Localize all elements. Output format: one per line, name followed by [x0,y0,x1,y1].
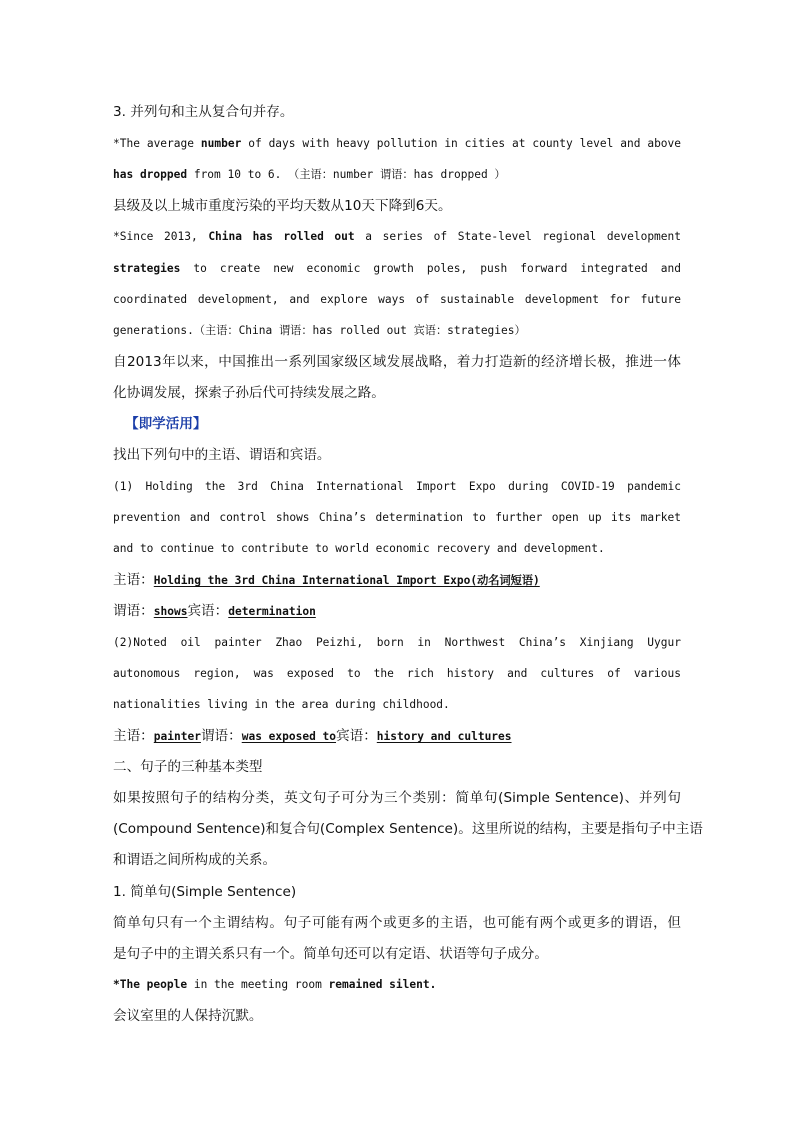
example-sentence-2-line-2: strategies to create new economic growth poles, push forward integrated and [113,262,681,275]
exercise-1-line-2: prevention and control shows China’s determination to further open up its market [113,511,681,524]
simple-sentence-desc-line-1: 简单句只有一个主谓结构。句子可能有两个或更多的主语，也可能有两个或更多的谓语，但 [113,915,681,931]
exercise-1-verb-object-answer: 谓语：shows宾语：determination [113,603,316,619]
paragraph-line-2: (Compound Sentence)和复合句(Complex Sentence)。这里所说的结构，主要是指句子中主语 [113,821,703,837]
exercise-2-line-2: autonomous region, was exposed to the rich history and cultures of various [113,667,681,680]
exercise-1-line-3: and to continue to contribute to world economic recovery and development. [113,542,605,555]
example-translation-1: 县级及以上城市重度污染的平均天数从10天下降到6天。 [113,198,452,214]
example-sentence-3: *The people in the meeting room remained silent. [113,978,437,991]
example-translation-2-line-1: 自2013年以来，中国推出一系列国家级区域发展战略，着力打造新的经济增长极，推进一体 [113,354,681,370]
example-sentence-1-line-2: has dropped from 10 to 6. （主语：number 谓语：has dropped ） [113,168,506,181]
example-sentence-2-line-1: *Since 2013, China has rolled out a series of State-level regional development [113,230,681,243]
section-heading-2: 二、句子的三种基本类型 [113,759,263,775]
paragraph-line-3: 和谓语之间所构成的关系。 [113,852,277,868]
exercise-1-subject-answer: 主语：Holding the 3rd China International Import Expo(动名词短语) [113,572,540,588]
exercise-2-line-1: (2)Noted oil painter Zhao Peizhi, born in Northwest China’s Xinjiang Uygur [113,636,681,649]
exercise-2-line-3: nationalities living in the area during childhood. [113,698,450,711]
example-sentence-2-line-3: coordinated development, and explore ways of sustainable development for future [113,293,681,306]
simple-sentence-desc-line-2: 是句子中的主谓关系只有一个。简单句还可以有定语、状语等句子成分。 [113,946,548,962]
subheading-simple-sentence: 1. 简单句(Simple Sentence) [113,884,297,900]
exercise-2-answer: 主语：painter谓语：was exposed to宾语：history and cultures [113,728,512,744]
exercise-1-line-1: (1) Holding the 3rd China International Import Expo during COVID-19 pandemic [113,480,681,493]
section-heading-3: 3. 并列句和主从复合句并存。 [113,104,294,120]
practice-instruction: 找出下列句中的主语、谓语和宾语。 [113,447,331,463]
practice-heading: 【即学活用】 [125,416,207,432]
example-translation-2-line-2: 化协调发展，探索子孙后代可持续发展之路。 [113,385,385,401]
example-sentence-2-line-4: generations.（主语：China 谓语：has rolled out 宾语：strategies） [113,324,526,337]
example-sentence-1-line-1: *The average number of days with heavy pollution in cities at county level and above [113,137,682,150]
example-translation-3: 会议室里的人保持沉默。 [113,1008,263,1024]
paragraph-line-1: 如果按照句子的结构分类，英文句子可分为三个类别：简单句(Simple Sentence)、并列句 [113,790,681,806]
